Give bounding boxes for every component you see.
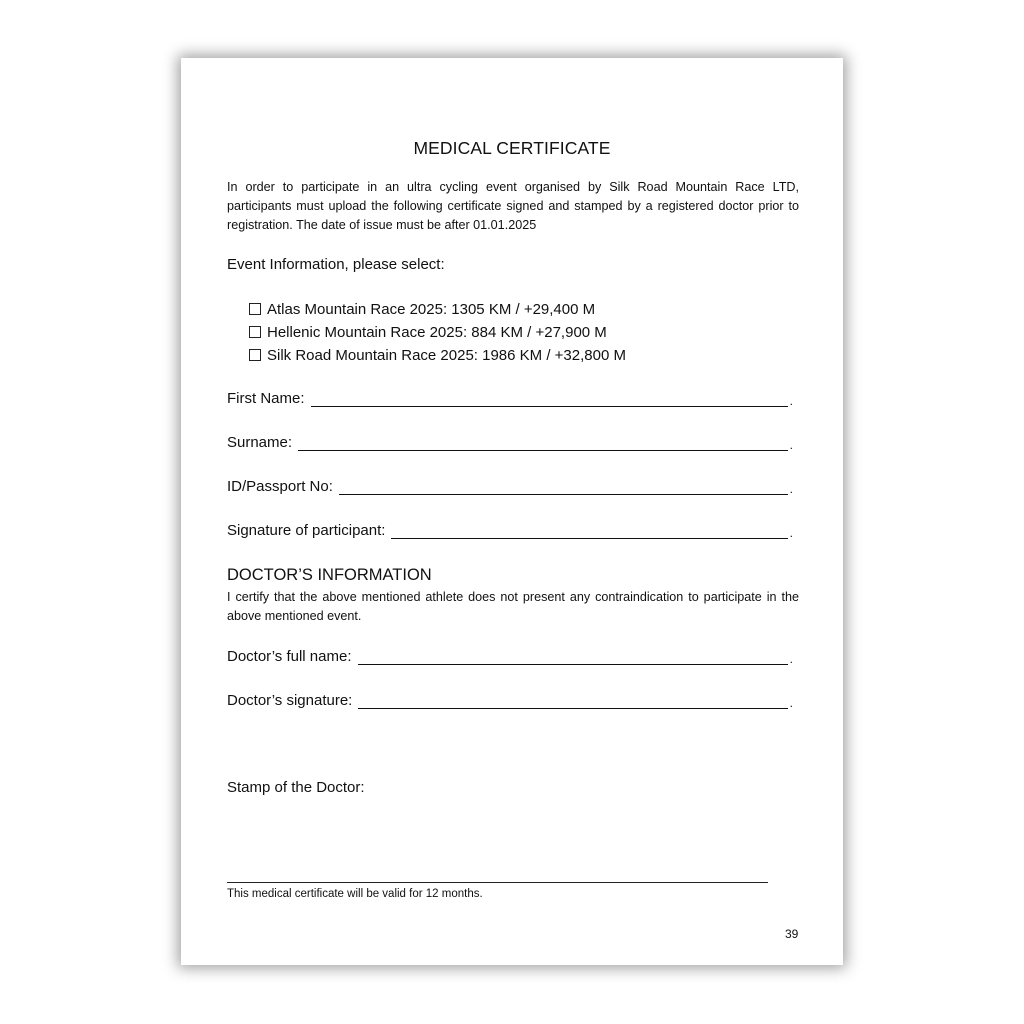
participant-signature-input-line[interactable]: [391, 524, 787, 539]
intro-paragraph: In order to participate in an ultra cycling event organised by Silk Road Mountain Race LTD, participants must upload the following certificate signed and stamped by a registered doctor prior to registration. The date of issue must be after 01.01.2025: [227, 180, 799, 232]
checkbox[interactable]: [249, 349, 261, 361]
line-end-dot: .: [789, 482, 793, 496]
doctor-signature-input-line[interactable]: [358, 694, 787, 709]
event-option-silk-road[interactable]: [249, 345, 626, 368]
first-name-input-line[interactable]: [311, 392, 788, 407]
participant-signature-label: Signature of participant:: [227, 522, 386, 539]
first-name-field[interactable]: [227, 390, 793, 407]
id-passport-input-line[interactable]: [339, 480, 788, 495]
event-options: [249, 299, 626, 368]
page-title: MEDICAL CERTIFICATE: [413, 138, 611, 158]
stamp-label: Stamp of the Doctor:: [227, 779, 365, 796]
line-end-dot: .: [789, 696, 793, 710]
doctor-name-label: Doctor’s full name:: [227, 648, 352, 665]
certificate-page: [181, 58, 843, 965]
first-name-label: First Name:: [227, 390, 305, 407]
checkbox[interactable]: [249, 303, 261, 315]
id-passport-label: ID/Passport No:: [227, 478, 333, 495]
event-prompt: Event Information, please select:: [227, 256, 445, 273]
footnote-divider: [227, 882, 768, 883]
line-end-dot: .: [789, 526, 793, 540]
doctor-name-input-line[interactable]: [358, 650, 788, 665]
event-option-label: Atlas Mountain Race 2025: 1305 KM / +29,400 M: [267, 301, 596, 318]
line-end-dot: .: [789, 394, 793, 408]
event-option-label: Silk Road Mountain Race 2025: 1986 KM / +32,800 M: [267, 347, 626, 364]
doctor-signature-label: Doctor’s signature:: [227, 692, 353, 709]
validity-note: This medical certificate will be valid for 12 months.: [227, 888, 483, 900]
doctor-signature-field[interactable]: [227, 692, 793, 709]
doctor-name-field[interactable]: [227, 648, 793, 665]
event-option-atlas[interactable]: [249, 299, 626, 322]
participant-signature-field[interactable]: [227, 522, 793, 539]
line-end-dot: .: [789, 652, 793, 666]
id-passport-field[interactable]: [227, 478, 793, 495]
checkbox[interactable]: [249, 326, 261, 338]
line-end-dot: .: [789, 438, 793, 452]
surname-field[interactable]: [227, 434, 793, 451]
doctor-section-heading: DOCTOR’S INFORMATION: [227, 566, 432, 584]
event-option-hellenic[interactable]: [249, 322, 626, 345]
page-number: 39: [785, 927, 799, 941]
surname-input-line[interactable]: [298, 436, 788, 451]
surname-label: Surname:: [227, 434, 293, 451]
doctor-statement: I certify that the above mentioned athlete does not present any contraindication to participate in the above mentioned event.: [227, 590, 799, 623]
event-option-label: Hellenic Mountain Race 2025: 884 KM / +27,900 M: [267, 324, 607, 341]
